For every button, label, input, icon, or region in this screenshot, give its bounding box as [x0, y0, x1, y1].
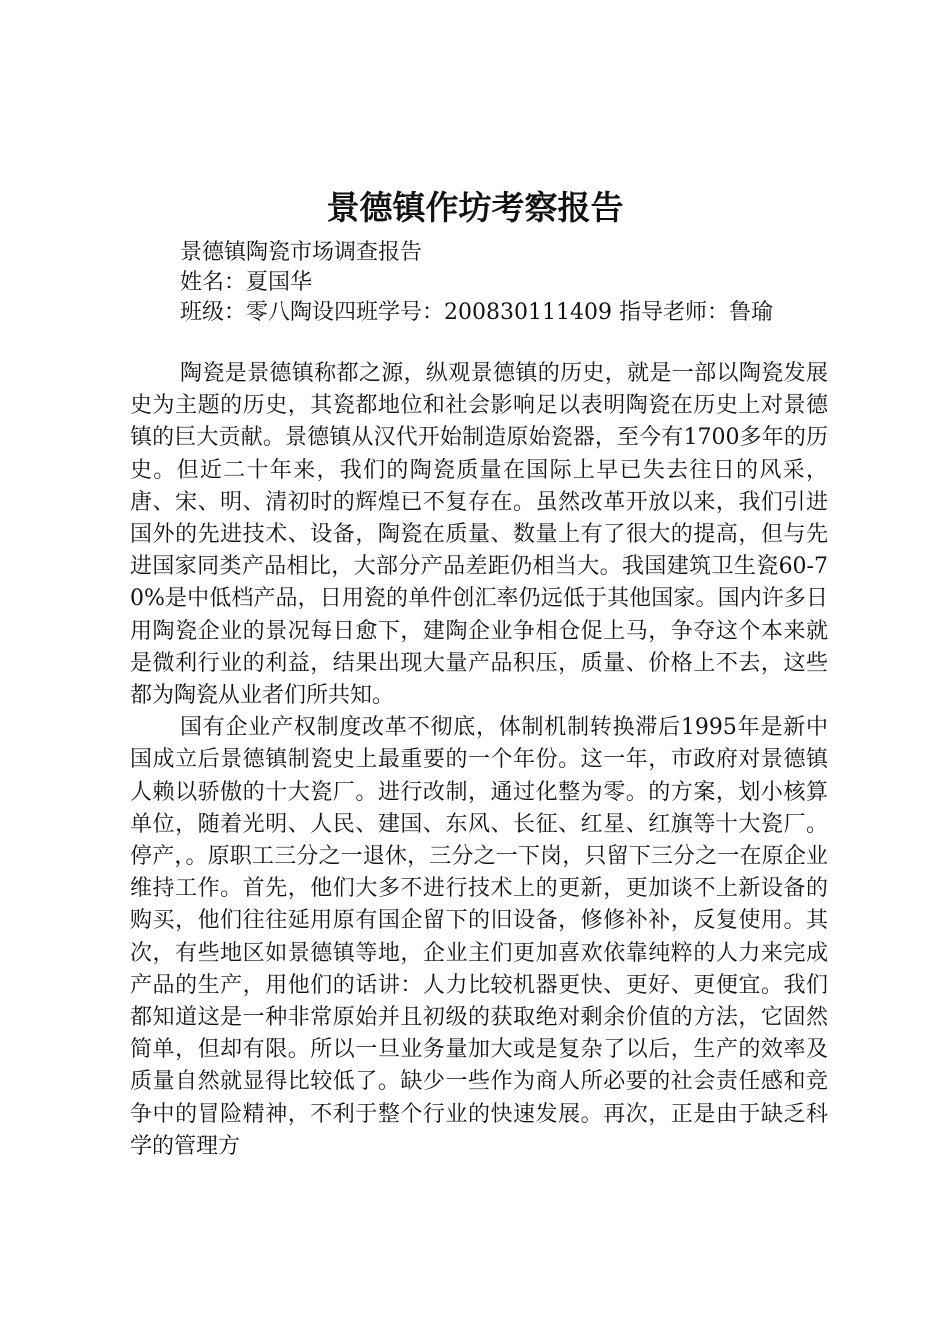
class-info-line: 班级：零八陶设四班学号：200830111409 指导老师：鲁瑜 — [180, 300, 773, 325]
body-paragraph-2: 国有企业产权制度改革不彻底，体制机制转换滞后1995年是新中国成立后景德镇制瓷史上最重要的一个年份。这一年，市政府对景德镇人赖以骄傲的十大瓷厂。进行改制，通过化整为零。的方案，划小核算单位，随着光明、人民、建国、东风、长征、红星、红旗等十大瓷厂。停产，。原职工三分之一退休，三分之一下岗，只留下三分之一在原企业维持工作。首先，他们大多不进行技术上的更新，更加谈不上新设备的购买，他们往往延用原有国企留下的旧设备，修修补补，反复使用。其次，有些地区如景德镇等地，企业主们更加喜欢依靠纯粹的人力来完成产品的生产，用他们的话讲：人力比较机器更快、更好、更便宜。我们都知道这是一种非常原始并且初级的获取绝对剩余价值的方法，它固然简单，但却有限。所以一旦业务量加大或是复杂了以后，生产的效率及质量自然就显得比较低了。缺少一些作为商人所必要的社会责任感和竞争中的冒险精神，不利于整个行业的快速发展。再次，正是由于缺乏科学的管理方 — [130, 715, 828, 1159]
document-body — [130, 358, 828, 1163]
document-title: 景德镇作坊考察报告 — [326, 188, 624, 227]
author-name-line: 姓名：夏国华 — [180, 270, 313, 295]
body-paragraph-1: 陶瓷是景德镇称都之源，纵观景德镇的历史，就是一部以陶瓷发展史为主题的历史，其瓷都地位和社会影响足以表明陶瓷在历史上对景德镇的巨大贡献。景德镇从汉代开始制造原始瓷器，至今有1700多年的历史。但近二十年来，我们的陶瓷质量在国际上早已失去往日的风采，唐、宋、明、清初时的辉煌已不复存在。虽然改革开放以来，我们引进国外的先进技术、设备，陶瓷在质量、数量上有了很大的提高，但与先进国家同类产品相比，大部分产品差距仍相当大。我国建筑卫生瓷60-70%是中低档产品，日用瓷的单件创汇率仍远低于其他国家。国内许多日用陶瓷企业的景况每日愈下，建陶企业争相仓促上马，争夺这个本来就是微利行业的利益，结果出现大量产品积压，质量、价格上不去，这些都为陶瓷从业者们所共知。 — [130, 361, 828, 709]
document-subtitle: 景德镇陶瓷市场调查报告 — [180, 240, 423, 265]
